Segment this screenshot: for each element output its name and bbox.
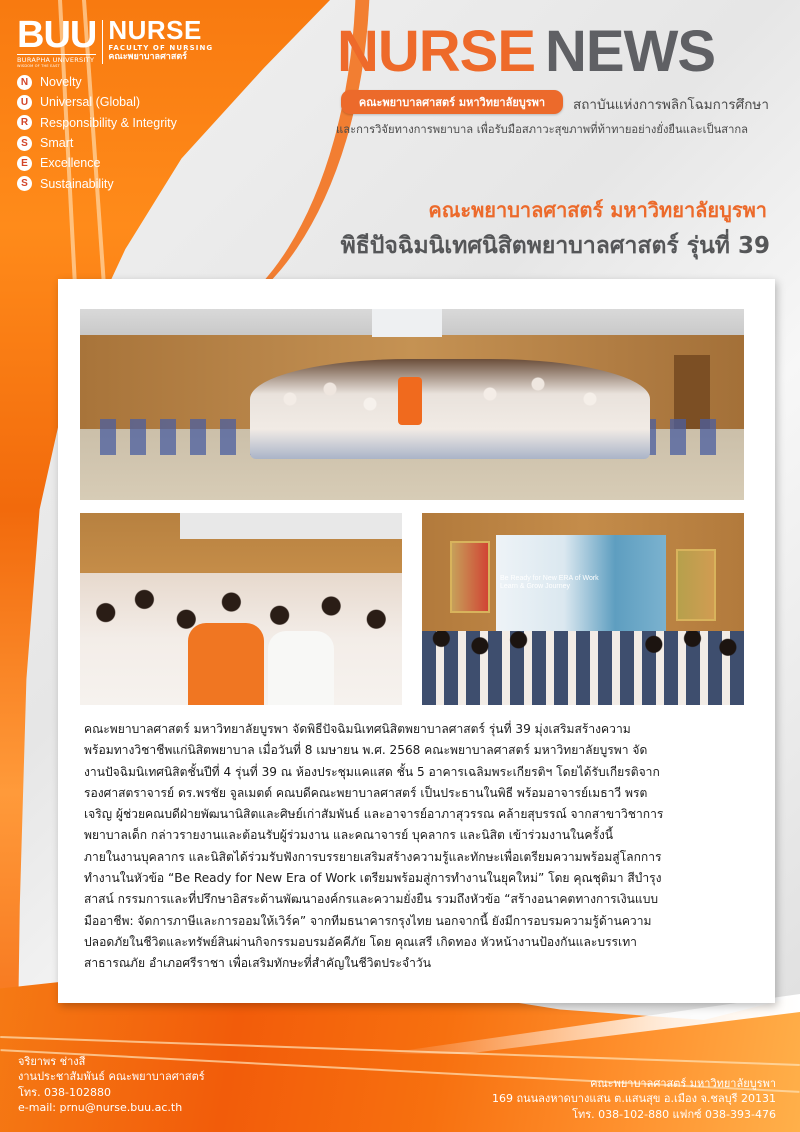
nurse-logo — [108, 15, 214, 63]
nurses-value-item — [17, 113, 177, 133]
author-name: จริยาพร ช่างสี — [18, 1055, 86, 1068]
photo-detail — [268, 631, 334, 705]
nurses-value-label: Universal (Global) — [40, 95, 141, 110]
author-email-link[interactable]: e-mail: prnu@nurse.buu.ac.th — [18, 1100, 183, 1114]
photo-detail — [250, 359, 650, 459]
nurses-value-item — [17, 72, 177, 92]
nurses-value-item — [17, 153, 177, 173]
letter-badge-icon: R — [17, 115, 32, 130]
screen-subtitle: Learn & Grow Journey — [500, 583, 571, 590]
photo-detail — [188, 623, 264, 705]
logo-divider — [102, 20, 103, 64]
screen-title: Be Ready for New ERA of Work — [500, 575, 599, 582]
nurses-value-item — [17, 92, 177, 112]
letter-badge-icon: S — [17, 136, 32, 151]
faculty-pill-badge: คณะพยาบาลศาสตร์ มหาวิทยาลัยบูรพา — [341, 90, 563, 114]
article-line: ทำงานในหัวข้อ “Be Ready for New Era of Work เตรียมพร้อมสู่การทำงานในยุคใหม่” โดย คุณชุติมา สีบำรุง — [84, 871, 662, 886]
photo-detail — [422, 631, 744, 705]
author-phone: โทร. 038-102880 — [18, 1085, 112, 1099]
article-line: คณะพยาบาลศาสตร์ มหาวิทยาลัยบูรพา จัดพิธีปัจฉิมนิเทศนิสิตพยาบาลศาสตร์ รุ่นที่ 39 มุ่งเสริมสร้างความ — [84, 722, 631, 736]
article-kicker: คณะพยาบาลศาสตร์ มหาวิทยาลัยบูรพา — [428, 198, 767, 222]
photo-lecture-session — [422, 513, 744, 705]
faculty-address: 169 ถนนลงหาดบางแสน ต.แสนสุข อ.เมือง จ.ชลบุรี 20131 — [491, 1092, 776, 1106]
article-line: มืออาชีพ: จัดการภาษีและการออมให้เวิร์ค” จากทีมธนาคารกรุงไทย นอกจากนี้ ยังมีการอบรมความรู้ด้านความ — [84, 913, 652, 928]
nurses-value-item — [17, 173, 177, 193]
nurses-values-list — [17, 72, 177, 194]
photo-detail — [674, 355, 710, 429]
faculty-name: คณะพยาบาลศาสตร์ มหาวิทยาลัยบูรพา — [590, 1077, 776, 1090]
letter-badge-icon: N — [17, 75, 32, 90]
footer-faculty-address — [492, 1076, 776, 1122]
photo-detail — [372, 309, 442, 337]
photo-detail — [450, 541, 490, 613]
article-line: รองศาสตราจารย์ ดร.พรชัย จูลเมตต์ คณบดีคณะพยาบาลศาสตร์ เป็นประธานในพิธี พร้อมอาจารย์เมธาวี พรต — [84, 785, 648, 800]
nurses-value-label: Excellence — [40, 156, 101, 171]
photo-detail — [180, 513, 402, 539]
article-line: ปลอดภัยในชีวิตและทรัพย์สินผ่านกิจกรรมอบรมอัคคีภัย โดย คุณเสรี เกิดทอง หัวหน้างานป้องกันและบรรเทา — [84, 934, 637, 949]
newsletter-title — [337, 19, 716, 84]
article-line: เจริญ ผู้ช่วยคณบดีฝ่ายพัฒนานิสิตและศิษย์เก่าสัมพันธ์ และอาจารย์อาภาสุวรรณ คล้ายสุบรรณ์ จากสาขาวิชาการ — [84, 807, 664, 822]
buu-wordmark: BUU — [17, 14, 97, 56]
presentation-screen — [496, 535, 666, 645]
photo-dean-with-students — [80, 513, 402, 705]
buu-subtitle: BURAPHA UNIVERSITY — [17, 54, 96, 64]
article-card — [58, 279, 775, 1003]
article-body — [84, 719, 754, 975]
photo-group-auditorium — [80, 309, 744, 500]
letter-badge-icon: E — [17, 156, 32, 171]
photo-detail — [676, 549, 716, 621]
photo-detail — [398, 377, 422, 425]
title-nurse: NURSE — [337, 19, 536, 84]
author-department: งานประชาสัมพันธ์ คณะพยาบาลศาสตร์ — [18, 1070, 205, 1084]
screen-text — [500, 575, 599, 591]
buu-nurse-logo — [17, 14, 214, 68]
masthead-subtagline: และการวิจัยทางการพยาบาล เพื่อรับมือสภาวะสุขภาพที่ท้าทายอย่างยั่งยืนและเป็นสากล — [336, 123, 748, 136]
buu-tagline: WISDOM OF THE EAST — [17, 64, 60, 68]
article-line: พยาบาลเด็ก กล่าวรายงานและต้อนรับผู้ร่วมงาน และคณาจารย์ บุคลากร และนิสิต เข้าร่วมงานในครั้งนี้ — [84, 828, 614, 843]
letter-badge-icon: S — [17, 176, 32, 191]
article-line: ภายในงานบุคลากร และนิสิตได้ร่วมรับฟังการบรรยายเสริมสร้างความรู้และทักษะเพื่อเตรียมความพร้อมสู่โลกการ — [84, 849, 662, 864]
article-line: พร้อมทางวิชาชีพแก่นิสิตพยาบาล เมื่อวันที่ 8 เมษายน พ.ศ. 2568 คณะพยาบาลศาสตร์ มหาวิทยาลัยบูรพา จัด — [84, 743, 648, 758]
masthead-tagline: สถาบันแห่งการพลิกโฉมการศึกษา — [573, 97, 769, 113]
article-line: สาธารณภัย อำเภอศรีราชา เพื่อเสริมทักษะที่สำคัญในชีวิตประจำวัน — [84, 956, 431, 971]
faculty-name-en: FACULTY OF NURSING — [108, 44, 214, 52]
article-line: งานปัจฉิมนิเทศนิสิตชั้นปีที่ 4 รุ่นที่ 39 ณ ห้องประชุมแคแสด ชั้น 5 อาคารเฉลิมพระเกียรติฯ โดยได้รับเกียรติจาก — [84, 764, 660, 779]
article-headline: พิธีปัจฉิมนิเทศนิสิตพยาบาลศาสตร์ รุ่นที่ 39 — [340, 233, 770, 259]
nurses-value-label: Smart — [40, 136, 74, 151]
faculty-phone-fax: โทร. 038-102-880 แฟกซ์ 038-393-476 — [572, 1107, 776, 1121]
buu-logo — [17, 14, 97, 68]
nurses-value-label: Novelty — [40, 75, 82, 90]
title-news: NEWS — [545, 19, 716, 84]
nurse-wordmark: NURSE — [108, 15, 202, 45]
footer-contact-author — [18, 1054, 205, 1115]
nurses-value-label: Sustainability — [40, 176, 114, 191]
article-line: สาสน์ กรรมการและที่ปรึกษาอิสระด้านพัฒนาองค์กรและความยั่งยืน รวมถึงหัวข้อ “สร้างอนาคตทางการเงินแบบ — [84, 892, 659, 907]
letter-badge-icon: U — [17, 95, 32, 110]
faculty-name-th: คณะพยาบาลศาสตร์ — [108, 52, 188, 62]
nurses-value-item — [17, 133, 177, 153]
nurses-value-label: Responsibility & Integrity — [40, 115, 177, 130]
